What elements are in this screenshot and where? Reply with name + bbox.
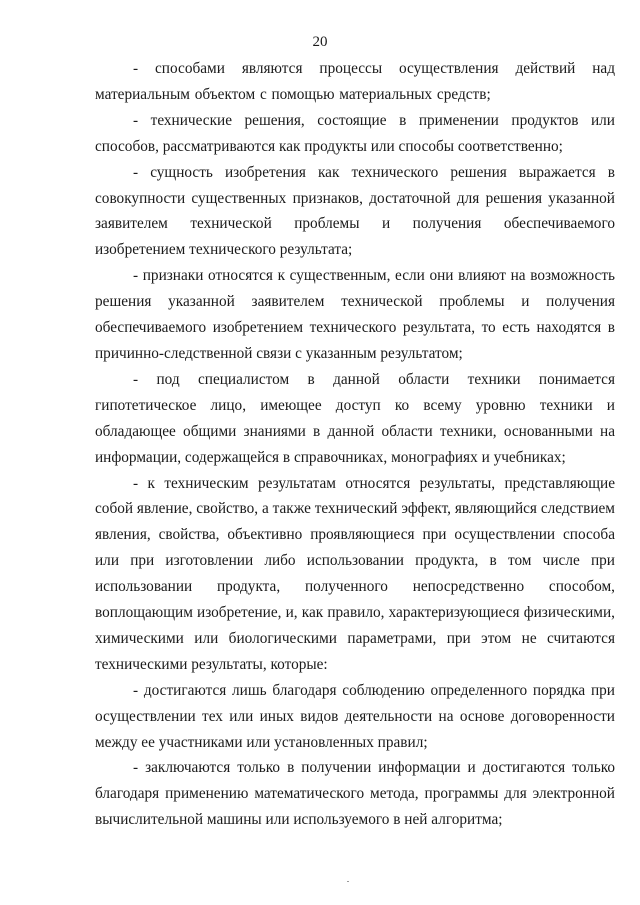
paragraph: - технические решения, состоящие в применении продуктов или способов, рассматриваются как продукты или способы соответственно; (95, 111, 615, 155)
paragraph: - заключаются только в получении информации и достигаются только благодаря применению математического метода, программы для электронной вычислительной машины или используемого в ней алгоритма; (95, 759, 615, 829)
paragraph: - признаки относятся к существенным, если они влияют на возможность решения указанной заявителем технической проблемы и получения обеспечиваемого изобретением технического результата, то есть находятся в причинно-следственной связи с указанным результатом; (95, 267, 615, 362)
paragraph: - достигаются лишь благодаря соблюдению определенного порядка при осуществлении тех или иных видов деятельности на основе договоренности между ее участниками или установленных правил; (95, 681, 615, 751)
paragraph: - под специалистом в данной области техники понимается гипотетическое лицо, имеющее доступ ко всему уровню техники и обладающее общими знаниями в данной области техники, основанными на информации, содержащейся в справочниках, монографиях и учебниках; (95, 370, 615, 466)
document-body (95, 56, 615, 833)
paragraph: - к техническим результатам относятся результаты, представляющие собой явление, свойство, а также технический эффект, являющийся следствием явления, свойства, объективно проявляющиеся при осуществлении способа или при изготовлении либо использовании продукта, в том числе при использовании продукта, полученного непосредственно способом, воплощающим изобретение, и, как правило, характеризующиеся физическими, химическими или биологическими параметрами, при этом не считаются техническими результаты, которые: (95, 474, 615, 673)
page-number: 20 (312, 34, 328, 50)
scan-speck (347, 881, 349, 882)
paragraph: - способами являются процессы осуществления действий над материальным объектом с помощью материальных средств; (95, 60, 615, 103)
paragraph: - сущность изобретения как технического решения выражается в совокупности существенных признаков, достаточной для решения указанной заявителем технической проблемы и получения обеспечиваемого изобретением технического результата; (95, 163, 615, 259)
